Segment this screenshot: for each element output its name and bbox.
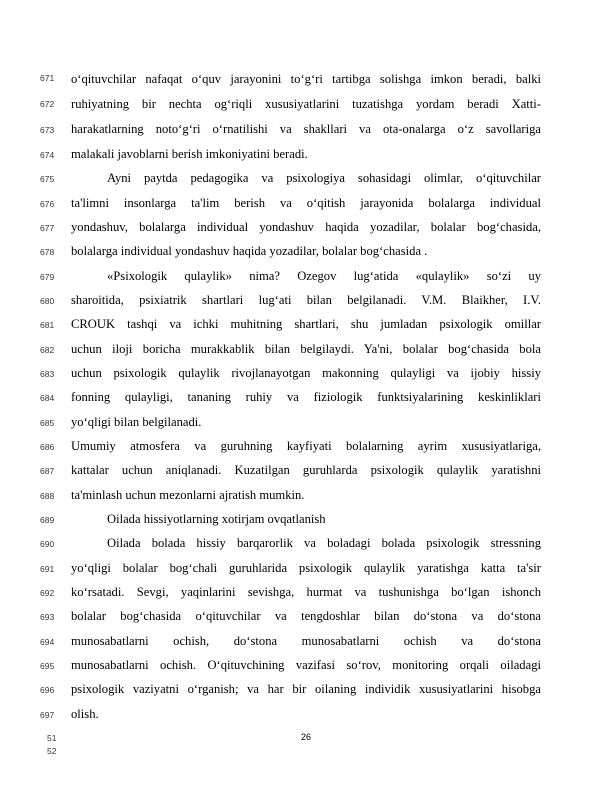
line-number: 686 bbox=[40, 442, 55, 452]
text-line: sharoitida, psixiatrik shartlari lug‘ati bilan belgilanadi. V.M. Blaikher, I.V. bbox=[71, 293, 541, 307]
text-line: bolalarga individual yondashuv haqida yozadilar, bolalar bog‘chasida . bbox=[71, 244, 428, 258]
text-line: Oilada bolada hissiy barqarorlik va boladagi bolada psixologik stressning bbox=[107, 536, 541, 550]
line-number: 681 bbox=[40, 320, 55, 330]
text-line: ruhiyatning bir nechta og‘riqli xususiyatlarini tuzatishga yordam beradi Xatti- bbox=[71, 97, 541, 111]
text-line: «Psixologik qulaylik» nima? Ozegov lug‘atida «qulaylik» so‘zi uy bbox=[107, 269, 541, 283]
line-number: 684 bbox=[40, 393, 55, 403]
line-number: 694 bbox=[40, 637, 55, 647]
line-number: 693 bbox=[40, 612, 55, 622]
text-line: uchun iloji boricha murakkablik bilan belgilaydi. Ya'ni, bolalar bog‘chasida bola bbox=[71, 342, 541, 356]
line-number: 689 bbox=[40, 515, 55, 525]
text-line: olish. bbox=[71, 707, 99, 721]
text-line: yo‘qligi bilan belgilanadi. bbox=[71, 415, 202, 429]
text-line: ta'minlash uchun mezonlarni ajratish mumkin. bbox=[71, 488, 305, 502]
text-line: Umumiy atmosfera va guruhning kayfiyati bolalarning ayrim xususiyatlariga, bbox=[71, 439, 541, 453]
text-line: yondashuv, bolalarga individual yondashuv haqida yozadilar, bolalar bog‘chasida, bbox=[71, 220, 541, 234]
line-number: 674 bbox=[40, 150, 55, 160]
line-number: 680 bbox=[40, 296, 55, 306]
text-line: o‘qituvchilar nafaqat o‘quv jarayonini to‘g‘ri tartibga solishga imkon beradi, balki bbox=[71, 72, 541, 86]
line-number: 683 bbox=[40, 369, 55, 379]
text-line: yo‘qligi bolalar bog‘chali guruhlarida psixologik qulaylik yaratishga katta ta'sir bbox=[71, 561, 541, 575]
text-line: Ayni paytda pedagogika va psixologiya sohasidagi olimlar, o‘qituvchilar bbox=[107, 171, 541, 185]
text-line: ta'limni insonlarga ta'lim berish va o‘qitish jarayonida bolalarga individual bbox=[71, 196, 541, 210]
line-number: 692 bbox=[40, 588, 55, 598]
line-number: 697 bbox=[40, 710, 55, 720]
line-number: 688 bbox=[40, 491, 55, 501]
text-line: Oilada hissiyotlarning xotirjam ovqatlanish bbox=[107, 512, 326, 526]
line-number: 685 bbox=[40, 418, 55, 428]
line-number: 678 bbox=[40, 247, 55, 257]
text-line: munosabatlarni ochish, do‘stona munosabatlarni ochish va do‘stona bbox=[71, 634, 541, 648]
line-number: 695 bbox=[40, 661, 55, 671]
line-number: 671 bbox=[40, 73, 55, 83]
text-line: fonning qulayligi, tananing ruhiy va fiziologik funktsiyalarining keskinliklari bbox=[71, 390, 541, 404]
text-line: ko‘rsatadi. Sevgi, yaqinlarini sevishga, hurmat va tushunishga bo‘lgan ishonch bbox=[71, 585, 541, 599]
line-number: 672 bbox=[40, 99, 55, 109]
line-number: 677 bbox=[40, 223, 55, 233]
text-line: munosabatlarni ochish. O‘qituvchining vazifasi so‘rov, monitoring orqali oiladagi bbox=[71, 658, 541, 672]
text-line: harakatlarning noto‘g‘ri o‘rnatilishi va shakllari va ota-onalarga o‘z savollariga bbox=[71, 122, 541, 136]
line-number: 673 bbox=[40, 125, 55, 135]
text-line: malakali javoblarni berish imkoniyatini beradi. bbox=[71, 147, 308, 161]
text-line: kattalar uchun aniqlanadi. Kuzatilgan guruhlarda psixologik qulaylik yaratishni bbox=[71, 463, 541, 477]
line-number: 696 bbox=[40, 685, 55, 695]
text-line: psixologik vaziyatni o‘rganish; va har bir oilaning individik xususiyatlarini hisobga bbox=[71, 682, 541, 696]
line-number: 682 bbox=[40, 345, 55, 355]
footer-line-number: 51 bbox=[47, 733, 57, 743]
line-number: 676 bbox=[40, 199, 55, 209]
text-line: uchun psixologik qulaylik rivojlanayotgan makonning qulayligi va ijobiy hissiy bbox=[71, 366, 541, 380]
line-number: 675 bbox=[40, 174, 55, 184]
text-line: CROUK tashqi va ichki muhitning shartlari, shu jumladan psixologik omillar bbox=[71, 317, 541, 331]
page-number: 26 bbox=[300, 732, 311, 742]
line-number: 690 bbox=[40, 539, 55, 549]
line-number: 687 bbox=[40, 466, 55, 476]
footer-line-number: 52 bbox=[47, 746, 57, 756]
line-number: 691 bbox=[40, 564, 55, 574]
text-line: bolalar bog‘chasida o‘qituvchilar va tengdoshlar bilan do‘stona va do‘stona bbox=[71, 609, 541, 623]
line-number: 679 bbox=[40, 272, 55, 282]
